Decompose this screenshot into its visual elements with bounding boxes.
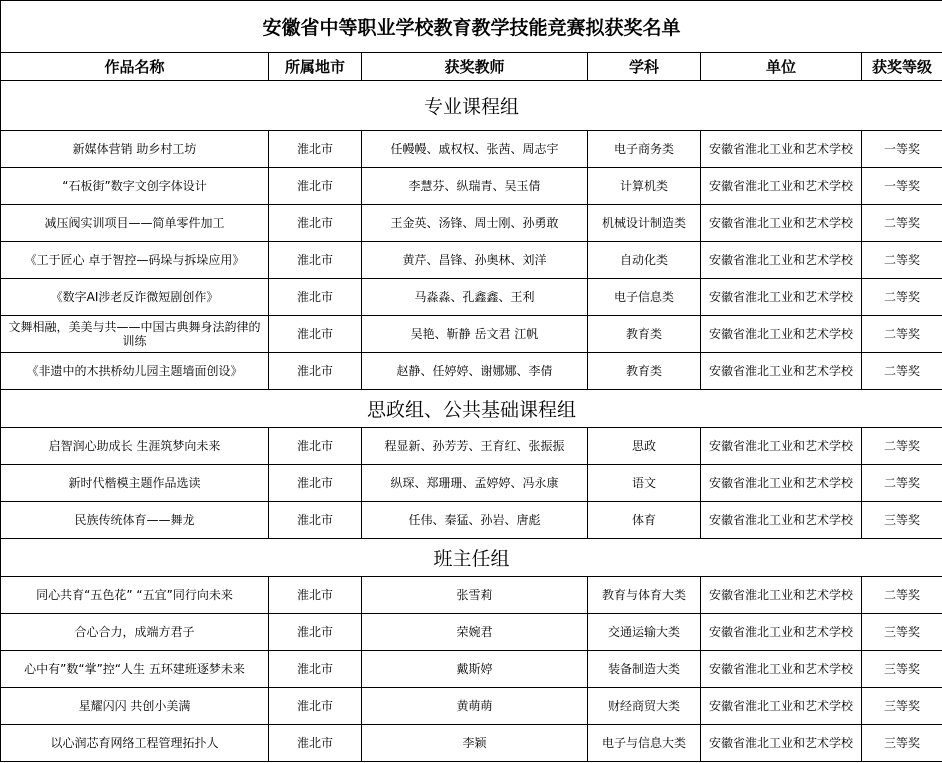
cell-work: 同心共育“五色花” “五宜”同行向未来 (1, 577, 269, 614)
cell-work: 民族传统体育——舞龙 (1, 502, 269, 539)
cell-teachers: 张雪莉 (362, 577, 588, 614)
cell-award: 三等奖 (862, 725, 942, 762)
cell-work: 启智润心助成长 生涯筑梦向未来 (1, 428, 269, 465)
cell-teachers: 黄萌萌 (362, 688, 588, 725)
cell-subject: 电子商务类 (588, 131, 701, 168)
table-row (1, 205, 942, 242)
cell-subject: 电子与信息大类 (588, 725, 701, 762)
cell-work: 以心润芯育网络工程管理拓扑人 (1, 725, 269, 762)
cell-city: 淮北市 (269, 316, 362, 353)
cell-teachers: 纵琛、郑珊珊、孟婷婷、冯永康 (362, 465, 588, 502)
group-title: 专业课程组 (1, 81, 942, 131)
cell-work: 文舞相融，美美与共——中国古典舞身法韵律的训练 (1, 316, 269, 353)
cell-city: 淮北市 (269, 651, 362, 688)
title-row (1, 1, 942, 53)
cell-work: 新媒体营销 助乡村工坊 (1, 131, 269, 168)
cell-city: 淮北市 (269, 577, 362, 614)
column-header-award: 获奖等级 (862, 53, 942, 81)
cell-subject: 教育与体育大类 (588, 577, 701, 614)
cell-city: 淮北市 (269, 131, 362, 168)
cell-city: 淮北市 (269, 168, 362, 205)
cell-work: “石板街”数字文创字体设计 (1, 168, 269, 205)
table-row (1, 316, 942, 353)
cell-teachers: 任幔幔、戚权权、张茜、周志宇 (362, 131, 588, 168)
cell-unit: 安徽省淮北工业和艺术学校 (701, 651, 862, 688)
column-header-work: 作品名称 (1, 53, 269, 81)
cell-subject: 教育类 (588, 353, 701, 390)
cell-work: 减压阀实训项目——简单零件加工 (1, 205, 269, 242)
cell-work: 《非遗中的木拱桥幼儿园主题墙面创设》 (1, 353, 269, 390)
table-row (1, 168, 942, 205)
cell-subject: 思政 (588, 428, 701, 465)
cell-award: 二等奖 (862, 205, 942, 242)
column-header-city: 所属地市 (269, 53, 362, 81)
cell-subject: 自动化类 (588, 242, 701, 279)
cell-subject: 财经商贸大类 (588, 688, 701, 725)
cell-teachers: 马淼淼、孔鑫鑫、王利 (362, 279, 588, 316)
cell-unit: 安徽省淮北工业和艺术学校 (701, 242, 862, 279)
cell-award: 三等奖 (862, 651, 942, 688)
cell-unit: 安徽省淮北工业和艺术学校 (701, 614, 862, 651)
cell-city: 淮北市 (269, 428, 362, 465)
cell-teachers: 王金英、汤锋、周士刚、孙勇敢 (362, 205, 588, 242)
cell-work: 心中有”数“掌”控“人生 五环建班逐梦未来 (1, 651, 269, 688)
cell-unit: 安徽省淮北工业和艺术学校 (701, 353, 862, 390)
group-title: 思政组、公共基础课程组 (1, 390, 942, 428)
table-row (1, 614, 942, 651)
table-row (1, 353, 942, 390)
cell-teachers: 戴斯婷 (362, 651, 588, 688)
cell-city: 淮北市 (269, 502, 362, 539)
cell-award: 三等奖 (862, 502, 942, 539)
cell-award: 三等奖 (862, 688, 942, 725)
cell-city: 淮北市 (269, 242, 362, 279)
page-title: 安徽省中等职业学校教育教学技能竞赛拟获奖名单 (1, 1, 942, 53)
cell-award: 三等奖 (862, 614, 942, 651)
table-row (1, 279, 942, 316)
cell-award: 一等奖 (862, 131, 942, 168)
cell-unit: 安徽省淮北工业和艺术学校 (701, 131, 862, 168)
table-row (1, 465, 942, 502)
cell-unit: 安徽省淮北工业和艺术学校 (701, 577, 862, 614)
cell-work: 《数字AI涉老反诈微短剧创作》 (1, 279, 269, 316)
cell-teachers: 黄芹、昌锋、孙奥林、刘洋 (362, 242, 588, 279)
cell-award: 二等奖 (862, 242, 942, 279)
cell-subject: 体育 (588, 502, 701, 539)
cell-teachers: 赵静、任婷婷、谢娜娜、李倩 (362, 353, 588, 390)
cell-award: 一等奖 (862, 168, 942, 205)
table-row (1, 688, 942, 725)
cell-teachers: 程显新、孙芳芳、王育红、张振振 (362, 428, 588, 465)
cell-teachers: 李颖 (362, 725, 588, 762)
cell-unit: 安徽省淮北工业和艺术学校 (701, 428, 862, 465)
cell-teachers: 荣婉君 (362, 614, 588, 651)
cell-work: 合心合力，成端方君子 (1, 614, 269, 651)
table-row (1, 428, 942, 465)
table-row (1, 502, 942, 539)
header-row (1, 53, 942, 81)
cell-work: 新时代楷模主题作品选读 (1, 465, 269, 502)
cell-city: 淮北市 (269, 465, 362, 502)
cell-award: 二等奖 (862, 279, 942, 316)
cell-unit: 安徽省淮北工业和艺术学校 (701, 279, 862, 316)
cell-city: 淮北市 (269, 614, 362, 651)
cell-city: 淮北市 (269, 688, 362, 725)
cell-city: 淮北市 (269, 725, 362, 762)
cell-city: 淮北市 (269, 279, 362, 316)
column-header-teachers: 获奖教师 (362, 53, 588, 81)
cell-subject: 电子信息类 (588, 279, 701, 316)
cell-subject: 装备制造大类 (588, 651, 701, 688)
cell-city: 淮北市 (269, 205, 362, 242)
cell-award: 二等奖 (862, 428, 942, 465)
cell-unit: 安徽省淮北工业和艺术学校 (701, 502, 862, 539)
table-row (1, 131, 942, 168)
cell-unit: 安徽省淮北工业和艺术学校 (701, 316, 862, 353)
cell-subject: 教育类 (588, 316, 701, 353)
cell-subject: 机械设计制造类 (588, 205, 701, 242)
cell-award: 二等奖 (862, 465, 942, 502)
cell-city: 淮北市 (269, 353, 362, 390)
group-header-row (1, 390, 942, 428)
cell-award: 二等奖 (862, 316, 942, 353)
group-header-row (1, 539, 942, 577)
cell-unit: 安徽省淮北工业和艺术学校 (701, 688, 862, 725)
table-row (1, 651, 942, 688)
table-row (1, 242, 942, 279)
cell-teachers: 任伟、秦猛、孙岩、唐彪 (362, 502, 588, 539)
cell-subject: 计算机类 (588, 168, 701, 205)
cell-unit: 安徽省淮北工业和艺术学校 (701, 205, 862, 242)
cell-unit: 安徽省淮北工业和艺术学校 (701, 465, 862, 502)
cell-unit: 安徽省淮北工业和艺术学校 (701, 725, 862, 762)
table-row (1, 577, 942, 614)
cell-work: 星耀闪闪 共创小美满 (1, 688, 269, 725)
cell-work: 《工于匠心 卓于智控—码垛与拆垛应用》 (1, 242, 269, 279)
cell-award: 二等奖 (862, 353, 942, 390)
group-header-row (1, 81, 942, 131)
cell-teachers: 吴艳、靳静 岳文君 江帆 (362, 316, 588, 353)
table-row (1, 725, 942, 762)
cell-unit: 安徽省淮北工业和艺术学校 (701, 168, 862, 205)
cell-subject: 交通运输大类 (588, 614, 701, 651)
cell-subject: 语文 (588, 465, 701, 502)
cell-award: 二等奖 (862, 577, 942, 614)
group-title: 班主任组 (1, 539, 942, 577)
cell-teachers: 李慧芬、纵瑞青、吴玉倩 (362, 168, 588, 205)
column-header-subject: 学科 (588, 53, 701, 81)
column-header-unit: 单位 (701, 53, 862, 81)
